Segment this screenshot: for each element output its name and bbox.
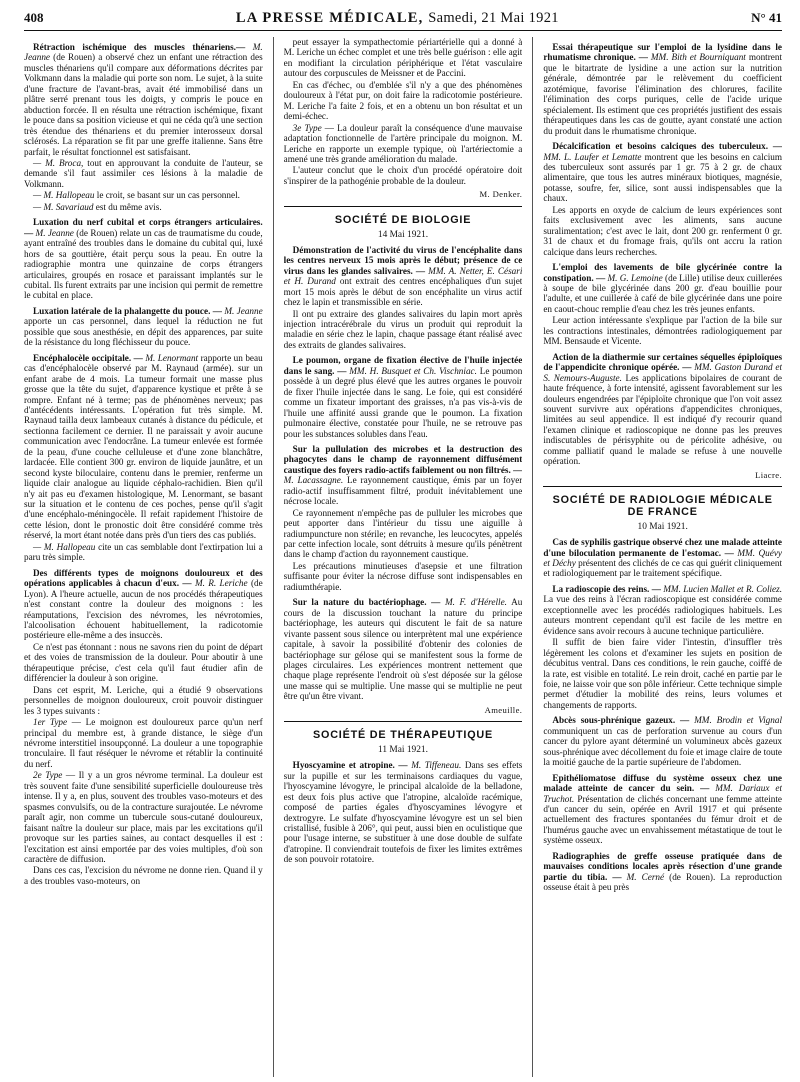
paragraph-text: cite un cas semblable dont l'extirpation lui a paru très simple. <box>24 541 263 563</box>
author-name: M. G. Lemoine <box>607 272 663 283</box>
article-paragraph <box>284 597 523 702</box>
article-paragraph <box>543 584 782 636</box>
paragraph <box>284 80 523 122</box>
author-name: MM. L. Laufer et Lematte <box>543 151 642 162</box>
paragraph <box>24 717 263 769</box>
paragraph-text: peut essayer la sympathectomie périartérielle qui a donné à M. Leriche un échec complet et une très belle guérison : elle agit en modifiant la circulation périphérique et l'état vasculaire autour des corpuscules de Meissner et de Paccini. <box>283 37 523 79</box>
article-heading: Le poumon, organe de fixation élective de l'huile injectée dans le sang. — <box>283 355 523 376</box>
signature: M. Denker. <box>479 189 523 200</box>
paragraph <box>24 202 263 212</box>
paragraph-text: Les applications bipolaires de courant de haute fréquence, à forte intensité, agissent favorablement sur les douleurs engendrées par l'épiploïte chronique que l'on voit assez souvent survivre aux opérations d'appendicites chroniques, limitées au seul appendice. Il est indiqué d'y recourir quand l'examen clinique et radioscopique ne donne pas les preuves indiscutables de périsyphite ou de péricolite adhésive, ou comme palliatif quand le malade se refuse à une nouvelle opération. <box>543 372 783 467</box>
paragraph-text: (de Rouen). La reproduction osseuse était à peu près <box>543 871 783 893</box>
paragraph-text: (de Lille) utilise deux cuillerées à soupe de bile glycérinée dans 200 gr. d'eau bouillie pour l'adulte, et une cuillerée à café de bile glycérinée dans une poire en caout-chouc remplie d'eau chez les très jeunes enfants. <box>543 272 783 314</box>
article-heading: Rétraction ischémique des muscles thénariens.— <box>33 42 246 52</box>
paragraph-text: Les apports en oxyde de calcium de leurs expériences sont faits exclusivement avec les aliments, sans aucune suralimentation; c'est avec le lait, dont 200 gr. renferment 0 gr. 31 de chaux et du fromage frais, qu'ils ont accru la ration calcique dans leurs recherches. <box>543 204 783 257</box>
article-heading: Hyoscyamine et atropine. — <box>292 760 408 771</box>
author-name: M. Tiffeneau. <box>411 760 462 771</box>
paragraph-text: En cas d'échec, ou d'emblée s'il n'y a que des phénomènes douloureux à l'état pur, on doit faire la radicotomie postérieure. M. Leriche l'a faite 2 fois, et en a obtenu un bon résultat et un demi-échec. <box>283 79 523 122</box>
article-paragraph <box>24 353 263 541</box>
section-heading <box>284 206 523 240</box>
paragraph-text: Dans cet esprit, M. Leriche, qui a étudié 9 observations personnelles de moignon douloureux, croit pouvoir distinguer les 3 types suivants : <box>24 684 263 716</box>
page-number: 408 <box>24 10 44 25</box>
paragraph-text: — La douleur paraît la conséquence d'une mauvaise adaptation fonctionnelle de l'artère principale du moignon. M. Leriche en rapporte un exemple typique, où l'artériectomie a amené une très grande amélioration du malade. <box>283 122 523 164</box>
article-paragraph <box>24 306 263 348</box>
article-heading: Luxation latérale de la phalangette du pouce. — <box>33 305 222 316</box>
article-paragraph <box>284 760 523 865</box>
issue-date: Samedi, 21 Mai 1921 <box>428 10 559 26</box>
article-paragraph <box>543 262 782 314</box>
author-name: MM. Bith et Bourniquant <box>650 52 746 63</box>
paragraph-text: (de Rouen) relate un cas de traumatisme du coude, ayant entraîné des troubles dans le domaine du cubital qui, luxé hors de sa gouttière, était perçu sous la peau. En outre la radiographie montra une quinzaine de corps étrangers articulaires, groupés en rosace et paraissant implantés sur le cubital. Ils furent extraits par une incision qui permit de remettre le cubital en place. <box>24 227 263 301</box>
paragraph <box>24 190 263 200</box>
article-paragraph <box>284 245 523 308</box>
article-paragraph <box>543 851 782 893</box>
author-name: — M. Hallopeau <box>33 541 96 552</box>
article-heading: Luxation du nerf cubital et corps étrangers articulaires. — <box>24 217 263 238</box>
article-heading: Décalcification et besoins calciques des tuberculeux. — <box>552 141 783 152</box>
author-name: MM. Quévy et Déchy <box>543 547 783 569</box>
paragraph <box>284 123 523 165</box>
paragraph-text: La vue des reins à l'écran radioscopique est considérée comme exceptionnelle avec les procédés radiologiques habituels. Les auteurs montrent cependant qu'il est facile de les mettre en évidence sans avoir recours à aucune technique particulière. <box>543 594 783 636</box>
author-name: MM. Dariaux et Truchot. <box>543 783 783 804</box>
paragraph-text: Ce n'est pas étonnant : nous ne savons rien du point de départ et des voies de transmission de la douleur. Pour aboutir à une thérapeutique précise, c'est cela qu'il faut étudier afin de différencier la douleur à son origine. <box>24 641 263 684</box>
paragraph <box>24 685 263 716</box>
page-header <box>24 10 782 31</box>
paragraph-text: Le poumon possède à un degré plus élevé que les autres organes le pouvoir de fixer l'huile injectée dans le sang. Le foie, qui est considéré comme un fixateur important des graisses, n'a pas vis-à-vis de l'huile une affinité aussi grande que le poumon. La fixation pulmonaire élective, constatée pour l'huile, ne se retrouve pas pour les substances solubles dans l'eau. <box>283 365 523 439</box>
paragraph-text: est du même avis. <box>95 201 162 212</box>
paragraph-text: L'auteur conclut que le choix d'un procédé opératoire doit s'inspirer de la pathogénie probable de la douleur. <box>283 165 523 186</box>
article-paragraph <box>543 773 782 846</box>
paragraph <box>24 865 263 886</box>
paragraph <box>543 315 782 346</box>
author-name: — M. Hallopeau <box>33 190 95 201</box>
paragraph <box>543 205 782 257</box>
author-name: — M. Broca, <box>33 157 84 168</box>
paragraph-text: rapporte un beau cas d'encéphalocèle observé par M. Raynaud (armée). sur un enfant arabe de 4 mois. La tumeur formait une masse plus grosse que la tête du sujet, d'apparence kystique et prête à se rompre. Enfant né à terme; pas de phénomènes nerveux; pas d'antécédents intéressants. L'opération fut très simple. M. Raynaud tailla deux lambeaux cutanés à distance du pédicule, et sectionna facilement ce dernier. Il ne paraissait y avoir aucune communication avec l'endocrâne. La tumeur enlevée est formée de la peau, d'une couche celluleuse et d'une zone blanchâtre, lardacée. Elle contient 300 gr. environ de liquide jaunâtre, et un second kyste biloculaire, contenu dans le premier, renferme un liquide clair analogue au liquide céphalo-rachidien. Bien qu'il n'y ait pas eu d'examen histologique, M. Lenormant, se basant sur la situation et le contenu de ces poches, pense qu'il s'agit d'une encéphalo-méningocèle. Il refait rapidement l'histoire de cette lésion, dont le pronostic doit être considéré comme très réservé, la mort étant notée dans près d'un tiers des cas publiés. <box>24 352 263 541</box>
paragraph-text: montrent que les besoins en calcium des tuberculeux sont assurés par 1 gr. 75 à 2 gr. de chaux alimentaire, que tous les autres minéraux biotiques, magnésie, potasse, soufre, fer, silice, sont aussi indispensables que la chaux. <box>543 151 783 204</box>
article-paragraph <box>284 355 523 439</box>
column-rule <box>273 37 274 1077</box>
columns <box>24 37 782 1077</box>
article-paragraph <box>543 42 782 136</box>
paragraph-text: Il suffit de bien faire vider l'intestin, d'insuffler très légèrement les colons et d'examiner les sujets en position de décubitus ventral. Dans ces conditions, le rein gauche, coiffé de la rate, est visible en totalité. Le rein droit, caché en partie par le foie, ne laisse voir que son pôle inférieur. Cette technique simple permet d'étudier la mobilité des reins, leurs volumes et changements de rapports. <box>543 637 783 710</box>
section-date: 14 Mai 1921. <box>377 229 429 240</box>
article-heading: Epithéliomatose diffuse du système osseux chez une malade atteinte de cancer du sein. — <box>543 772 783 794</box>
column-3-articles <box>543 42 782 467</box>
author-name: MM. Gaston Durand et S. Nemours-Auguste. <box>543 362 783 383</box>
column-2-articles <box>284 37 523 186</box>
author-name: MM. Lucien Mallet et R. Coliez. <box>663 583 783 594</box>
article-heading: Encéphalocèle occipitale. — <box>33 352 143 363</box>
article-paragraph <box>543 352 782 467</box>
paragraph-text: présentent des clichés de ce cas qui guérit cliniquement et radiologiquement par le traitement spécifique. <box>543 558 783 579</box>
paragraph-text: apporte un cas personnel, dans lequel la réduction ne fut possible que sous anesthésie, en dépit des apparences, par suite de la résistance du long fléchisseur du pouce. <box>24 316 263 348</box>
paragraph <box>24 542 263 563</box>
paragraph <box>24 158 263 189</box>
paragraph-text: communiquent un cas de perforation survenue au cours d'un cancer du pylore ayant déterminé un volumineux abcès gazeux sous-phrénique avec décollement du foie et image claire de toute la moitié gauche de la partie supérieure de l'abdomen. <box>543 725 783 768</box>
paragraph-text: Le rayonnement caustique, émis par un foyer radio-actif insuffisamment filtré, produit inévitablement une nécrose locale. <box>283 475 523 507</box>
author-name: M. Jeanne <box>24 42 263 63</box>
author-name: M. Cerné <box>626 871 665 882</box>
signature: Liacre. <box>755 469 783 480</box>
article-heading: La radioscopie des reins. — <box>552 583 661 594</box>
article-heading: Abcès sous-phrénique gazeux. — <box>552 715 690 726</box>
author-name: M. Jeanne <box>35 227 74 238</box>
article-paragraph <box>284 444 523 507</box>
section-date: 10 Mai 1921. <box>637 522 688 533</box>
issue-number: N° 41 <box>751 10 782 25</box>
signature: Ameuille. <box>484 704 523 715</box>
column-3 <box>543 37 782 1077</box>
paragraph-text: le croit, se basant sur un cas personnel. <box>96 190 240 201</box>
paragraph-text: Ce rayonnement n'empêche pas de pulluler les microbes que peut apporter dans l'intérieur du tissu une aiguille à radiumpuncture non stérile; en revanche, les leucocytes, appelés par cette infection locale, sont détruits à mesure qu'ils pénètrent dans le champ d'action du rayonnement caustique. <box>283 507 523 560</box>
article-heading: Sur la pullulation des microbes et la destruction des phagocytes dans le champ de rayonnement diffusément caustique des foyers radio-actifs faiblement ou non filtrés. — <box>283 443 523 475</box>
paragraph <box>284 309 523 351</box>
paragraph-text: — Le moignon est douloureux parce qu'un nerf principal du membre est, à grande distance, le siège d'un névrome interstitiel insoupçonné. La douleur a une topographie tronculaire. Il faut réséquer le névrome et rétablir la continuité du nerf. <box>24 717 263 769</box>
author-name: 3e Type <box>292 122 322 133</box>
paragraph <box>284 561 523 592</box>
article-paragraph <box>543 537 782 579</box>
paragraph <box>543 637 782 710</box>
article-heading: Démonstration de l'activité du virus de l'encéphalite dans les centres nerveux 15 mois après le début; présence de ce virus dans les glandes salivaires. — <box>283 244 523 276</box>
paragraph <box>284 508 523 560</box>
author-name: M. Lacassagne. <box>283 475 344 486</box>
paragraph-text: Il ont pu extraire des glandes salivaires du lapin mort après injection intracérébrale du virus un produit qui reproduit la maladie en série chez le lapin, chaque passage étant réalisé avec des extraits de glandes salivaires. <box>283 308 523 350</box>
article-heading: Radiographies de greffe osseuse pratiquée dans de mauvaises conditions locales après résection d'une grande partie du tibia. — <box>543 850 783 882</box>
paragraph-text: Au cours de la discussion touchant la nature du principe bactériophage, les auteurs qui discutent le fait de sa nature vivante passent sous silence ou interprètent mal une expérience capitale, à savoir la possibilité d'obtenir des colonies de bactériophage sur gélose qui se manifestent sous la forme de plages circulaires. Les expériences montrent nettement que chaque plage représente l'endroit où s'est déposée sur la gélose une masse qui se multiplie. Une masse qui se multiplie ne peut être qu'un être vivant. <box>283 597 523 702</box>
journal-name: LA PRESSE MÉDICALE, <box>235 10 424 26</box>
section-heading <box>543 486 782 532</box>
section-date: 11 Mai 1921. <box>378 745 428 756</box>
article-heading: Essai thérapeutique sur l'emploi de la lysidine dans le rhumatisme chronique. — <box>543 42 783 63</box>
section-title: SOCIÉTÉ DE RADIOLOGIE MÉDICALE DE FRANCE <box>552 494 773 519</box>
column-1 <box>24 37 263 1077</box>
column-3-radiologie <box>543 537 782 893</box>
article-heading: Des différents types de moignons douloureux et des opérations applicables à chacun d'eux. — <box>24 567 263 589</box>
author-name: M. Jeanne <box>224 305 263 316</box>
author-name: M. R. Leriche <box>194 578 248 589</box>
paragraph <box>284 37 523 79</box>
section-heading <box>284 721 523 755</box>
section-title: SOCIÉTÉ DE THÉRAPEUTIQUE <box>313 729 493 742</box>
paragraph-text: ont extrait des centres encéphaliques d'un sujet mort 15 mois après le début de son encéphalite un virus actif chez le lapin et transmissible en série. <box>283 276 523 308</box>
article-heading: Action de la diathermie sur certaines séquelles épiploïques de l'appendicite chronique opérée. — <box>543 351 783 373</box>
article-paragraph <box>24 217 263 301</box>
author-name: MM. Brodin et Vignal <box>694 715 783 726</box>
author-name: M. Lenormant <box>145 352 199 363</box>
article-paragraph <box>543 715 782 767</box>
column-2 <box>284 37 523 1077</box>
author-name: — M. Savariaud <box>33 201 94 212</box>
author-name: MM. H. Busquet et Ch. Vischniac. <box>349 365 477 376</box>
paragraph <box>284 165 523 186</box>
author-name: 2e Type <box>33 770 63 781</box>
paragraph-text: (de Rouen) a observé chez un enfant une rétraction des muscles thénariens qu'il compare aux déformations décrites par Volkmann dans la maladie qui porte son nom. Le sujet, à la suite d'une fracture de l'avant-bras, avait été immobilisé dans un plâtre serré prenant tous les doigts, y compris le pouce en abduction forcée. Il en résulta une rétraction ischémique, fixant le pouce dans sa position vicieuse et qui ne céda qu'à une section très étendue des thénariens et du premier interosseux dorsal sclérosés. La réparation se fit par une greffe italienne. Sans être parfait, le résultat fonctionnel est satisfaisant. <box>24 52 263 157</box>
article-paragraph <box>24 42 263 157</box>
article-heading: Sur la nature du bactériophage. — <box>292 597 441 608</box>
paragraph <box>24 642 263 684</box>
paragraph-text: Les précautions minutieuses d'asepsie et une filtration suffisante pour éviter la nécrose diffuse sont indispensables en radiumthérapie. <box>283 560 523 592</box>
paragraph-text: montrent que le bitartrate de lysidine a une action sur la nutrition générale, démontrée par le relèvement du coefficient azotémique, favorise l'élimination des chlorures, facilite l'élimination des corps puriques, celle de l'acide urique spécialement. Ils estiment que ces propriétés justifient des essais thérapeutiques dans les cas de goutte, ayant constaté une action du produit dans le rhumatisme chronique. <box>543 52 783 136</box>
column-2-biologie <box>284 245 523 702</box>
author-name: MM. A. Netter, E. Césari et H. Durand <box>283 265 523 287</box>
paragraph-text: (de Lyon). A l'heure actuelle, aucun de nos procédés thérapeutiques n'est constant contre la douleur des moignons : les réamputations, l'excision des névromes, les névrotomies, l'alcoolisation échouent habituellement, la radicotomie postérieure elle-même a des insuccès. <box>24 578 263 641</box>
paragraph-text: tout en approuvant la conduite de l'auteur, se demande s'il faut assimiler ces lésions à la maladie de Volkmann. <box>24 157 263 189</box>
author-name: M. F. d'Hérelle. <box>444 597 507 608</box>
journal-title <box>236 10 559 27</box>
paragraph-text: — Il y a un gros névrome terminal. La douleur est très souvent faite d'une sensibilité superficielle douloureuse très intense. Il y a, en plus, souvent des troubles vaso-moteurs et des spasmes convulsifs, ou de la contracture surajoutée. Le névrome paraît agir, non comme un tubercule sous-cutané douloureux, faisant naître la douleur sur place, mais par les excitations qu'il provoque sur les parties saines, au contact desquelles il est : l'excitation est ainsi emportée par des voies multiples, d'où son caractère de diffusion. <box>24 770 263 864</box>
paragraph <box>24 770 263 864</box>
section-title: SOCIÉTÉ DE BIOLOGIE <box>334 213 472 226</box>
paragraph-text: Présentation de clichés concernant une femme atteinte d'un cancer du sein, opérée en Avril 1917 et qui présente actuellement des fractures spontanées du fémur droit et de l'humérus gauche avec un envahissement métastatique de tout le système osseux. <box>543 793 783 846</box>
author-name: 1er Type <box>33 717 68 728</box>
paragraph-text: Dans ces cas, l'excision du névrome ne donne rien. Quand il y a des troubles vaso-moteurs, on <box>24 865 263 886</box>
article-paragraph <box>24 568 263 641</box>
paragraph-text: Dans ses effets sur la pupille et sur les terminaisons cardiaques du vague, l'hyoscyamine lévogyre, le principal alcaloïde de la belladone, est deux fois plus active que l'atropine, alcaloïde racémique, composé de parties égales d'hyoscyamines lévogyre et dextrogyre. Le sulfate d'hyoscyamine lévogyre est un sel bien cristallisé, fusible à 206°, qui peut, aussi bien en oculistique que pour l'usage interne, se substituer à une dose double de sulfate d'atropine. Il conviendrait toutefois de fixer les limites extrêmes de son pouvoir rotatoire. <box>283 760 523 865</box>
article-paragraph <box>543 141 782 204</box>
column-2-therapeutique <box>284 760 523 865</box>
article-heading: Cas de syphilis gastrique observé chez une malade atteinte d'une biloculation permanente de l'estomac. — <box>543 537 783 558</box>
column-rule <box>532 37 533 1077</box>
article-heading: L'emploi des lavements de bile glycérinée contre la constipation. — <box>543 262 783 283</box>
paragraph-text: Leur action intéressante s'explique par l'action de la bile sur les contractions intestinales, démontrées radiologiquement par MM. Bensaude et Vicente. <box>543 315 783 347</box>
